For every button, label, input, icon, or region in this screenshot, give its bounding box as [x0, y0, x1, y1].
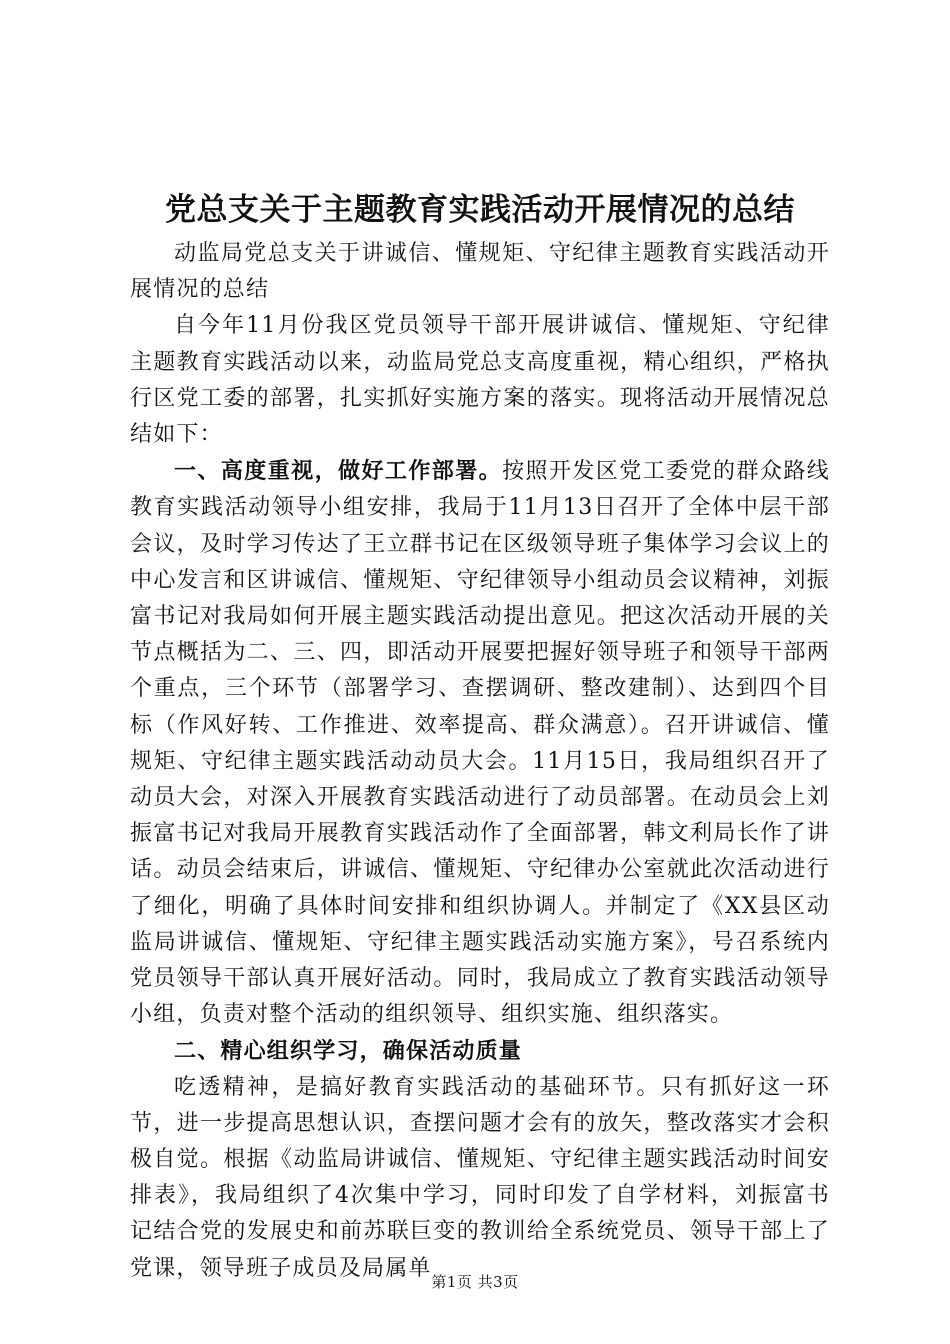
section-2-heading: 二、精心组织学习，确保活动质量 [174, 1038, 523, 1065]
section-1-text: 按照开发区党工委党的群众路线教育实践活动领导小组安排，我局于11月13日召开了全体中层干部会议，及时学习传达了王立群书记在区级领导班子集体学习会议上的中心发言和区讲诚信、懂规矩、守纪律领导小组动员会议精神，刘振富书记对我局如何开展主题实践活动提出意见。把这次活动开展的关节点概括为二、三、四，即活动开展要把握好领导班子和领导干部两个重点，三个环节（部署学习、查摆调研、整改建制）、达到四个目标（作风好转、工作推进、效率提高、群众满意）。召开讲诚信、懂规矩、守纪律主题实践活动动员大会。11月15日，我局组织召开了动员大会，对深入开展教育实践活动进行了动员部署。在动员会上刘振富书记对我局开展教育实践活动作了全面部署，韩文利局长作了讲话。动员会结束后，讲诚信、懂规矩、守纪律办公室就此次活动进行了细化，明确了具体时间安排和组织协调人。并制定了《XX县区动监局讲诚信、懂规矩、守纪律主题实践活动实施方案》，号召系统内党员领导干部认真开展好活动。同时，我局成立了教育实践活动领导小组，负责对整个活动的组织领导、组织实施、组织落实。 [130, 459, 830, 1028]
subtitle-paragraph: 动监局党总支关于讲诚信、懂规矩、守纪律主题教育实践活动开展情况的总结 [130, 241, 830, 303]
document-title: 党总支关于主题教育实践活动开展情况的总结 [165, 192, 795, 228]
section-1-paragraph [130, 453, 830, 1033]
section-2-paragraph: 吃透精神，是搞好教育实践活动的基础环节。只有抓好这一环节，进一步提高思想认识，查摆问题才会有的放矢，整改落实才会积极自觉。根据《动监局讲诚信、懂规矩、守纪律主题实践活动时间安排表》，我局组织了4次集中学习，同时印发了自学材料，刘振富书记结合党的发展史和前苏联巨变的教训给全系统党员、领导干部上了党课，领导班子成员及局属单 [130, 1074, 830, 1281]
document-body [130, 236, 830, 1287]
section-1-heading: 一、高度重视，做好工作部署。 [174, 458, 503, 485]
intro-paragraph: 自今年11月份我区党员领导干部开展讲诚信、懂规矩、守纪律主题教育实践活动以来，动监局党总支高度重视，精心组织，严格执行区党工委的部署，扎实抓好实施方案的落实。现将活动开展情况总结如下： [130, 313, 830, 448]
page-footer: 第1页 共3页 [431, 1273, 519, 1291]
